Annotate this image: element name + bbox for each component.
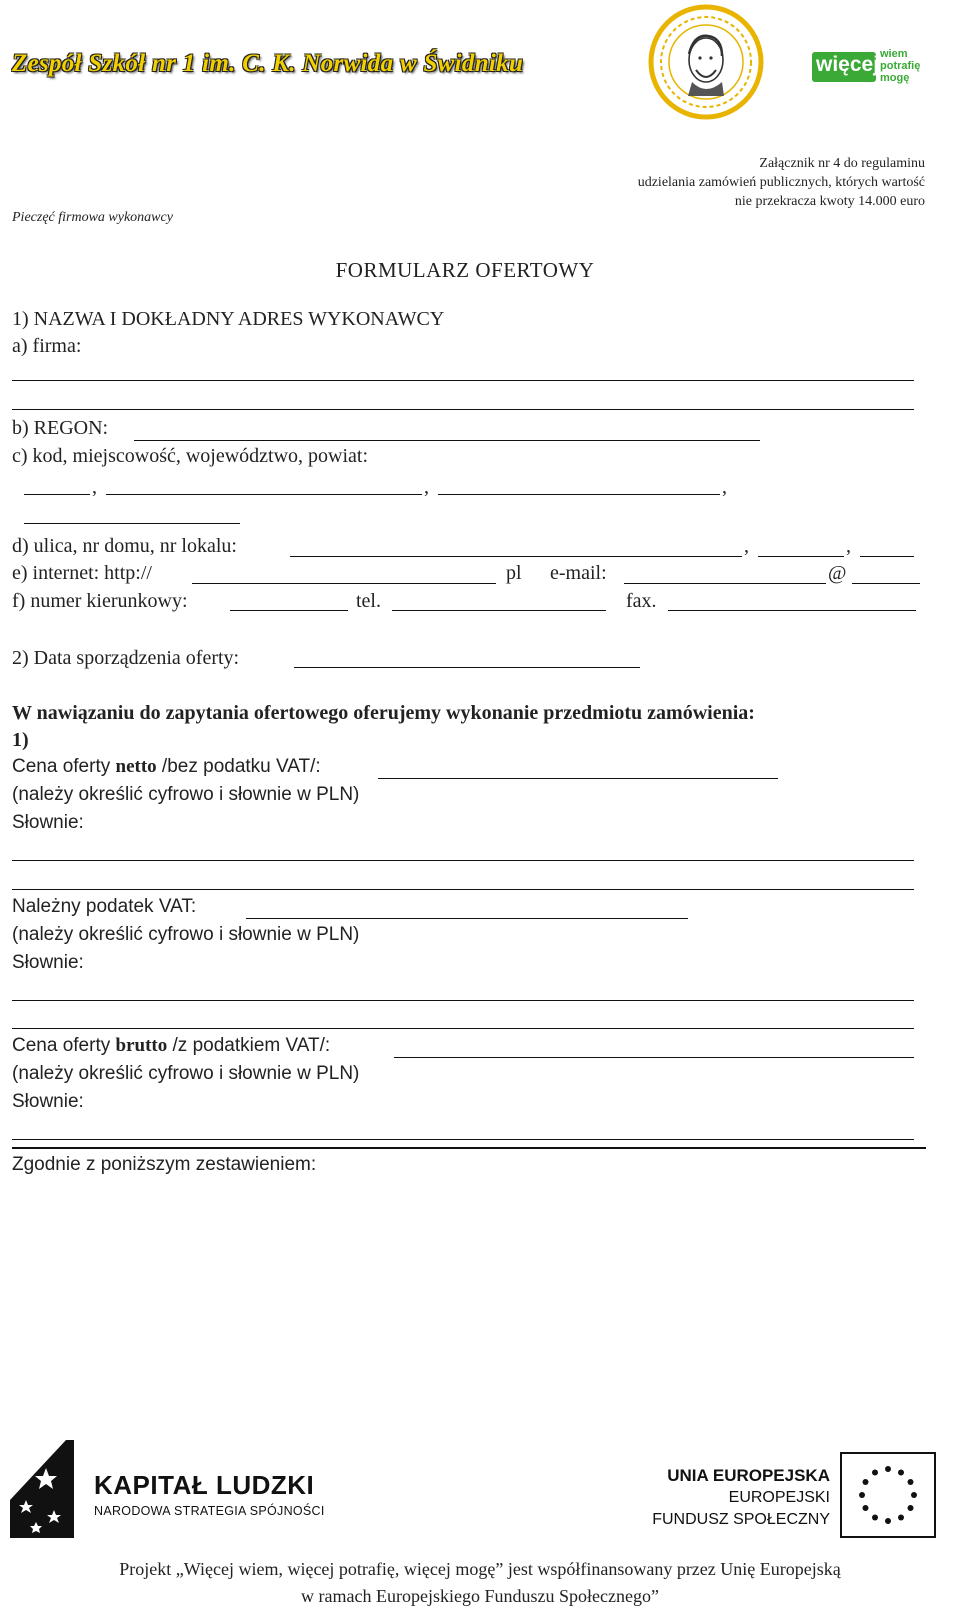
date-label: 2) Data sporządzenia oferty: bbox=[12, 647, 240, 669]
comma-1: , bbox=[92, 476, 97, 498]
pl-label: pl bbox=[506, 562, 522, 584]
form-title: FORMULARZ OFERTOWY bbox=[335, 258, 595, 282]
date-field[interactable] bbox=[294, 667, 640, 668]
ue-line-3: FUNDUSZ SPOŁECZNY bbox=[652, 1511, 830, 1528]
net-price-bold: netto bbox=[115, 756, 157, 777]
firma-label: a) firma: bbox=[12, 335, 82, 357]
offer-item-number: 1) bbox=[12, 729, 29, 751]
city-field[interactable] bbox=[106, 494, 422, 495]
kapital-ludzki-title: KAPITAŁ LUDZKI bbox=[94, 1470, 315, 1500]
voivodeship-field[interactable] bbox=[438, 494, 720, 495]
net-price-field[interactable] bbox=[378, 778, 778, 779]
fax-field[interactable] bbox=[668, 610, 916, 611]
gross-price-suffix: /z podatkiem VAT/: bbox=[167, 1035, 331, 1056]
email-domain-field[interactable] bbox=[852, 583, 920, 584]
address-label: c) kod, miejscowość, województwo, powiat: bbox=[12, 445, 369, 467]
vat-field[interactable] bbox=[246, 918, 688, 919]
company-stamp-label: Pieczęć firmowa wykonawcy bbox=[12, 210, 173, 225]
internet-label: e) internet: http:// bbox=[12, 562, 152, 584]
comma-5: , bbox=[846, 535, 851, 557]
postal-code-field[interactable] bbox=[24, 494, 90, 495]
attachment-line-3: nie przekracza kwoty 14.000 euro bbox=[734, 194, 925, 209]
comma-3: , bbox=[722, 476, 727, 498]
net-price-suffix: /bez podatku VAT/: bbox=[156, 756, 321, 777]
county-field[interactable] bbox=[24, 523, 240, 524]
regon-field[interactable] bbox=[134, 440, 760, 441]
gross-price-hint: (należy określić cyfrowo i słownie w PLN) bbox=[12, 1063, 360, 1084]
attachment-line-1: Załącznik nr 4 do regulaminu bbox=[759, 156, 925, 171]
fax-label: fax. bbox=[626, 590, 657, 612]
gross-price-field[interactable] bbox=[394, 1057, 914, 1058]
at-sign: @ bbox=[828, 562, 847, 584]
school-name: Zespół Szkół nr 1 im. C. K. Norwida w Świdniku bbox=[12, 50, 524, 77]
ue-line-1: UNIA EUROPEJSKA bbox=[667, 1466, 830, 1485]
school-medal-logo bbox=[648, 4, 764, 120]
net-price-label bbox=[12, 756, 321, 778]
street-field[interactable] bbox=[290, 556, 742, 557]
project-funding-note bbox=[0, 1556, 960, 1610]
section1-heading: 1) NAZWA I DOKŁADNY ADRES WYKONAWCY bbox=[12, 308, 445, 330]
vat-words-label: Słownie: bbox=[12, 952, 84, 973]
project-line-1: Projekt „Więcej wiem, więcej potrafię, więcej mogę” jest współfinansowany przez Unię Europejską bbox=[119, 1559, 841, 1579]
gross-price-bold: brutto bbox=[115, 1035, 168, 1056]
ue-line-2: EUROPEJSKI bbox=[728, 1489, 830, 1506]
regon-label: b) REGON: bbox=[12, 417, 109, 439]
net-words-label: Słownie: bbox=[12, 812, 84, 833]
attachment-note bbox=[638, 154, 925, 211]
firma-field-line-2[interactable] bbox=[12, 409, 914, 410]
eu-flag-icon bbox=[840, 1452, 936, 1538]
email-label: e-mail: bbox=[550, 562, 607, 584]
net-words-field-2[interactable] bbox=[12, 889, 914, 890]
net-price-hint: (należy określić cyfrowo i słownie w PLN) bbox=[12, 784, 360, 805]
kapital-ludzki-subtitle: NARODOWA STRATEGIA SPÓJNOŚCI bbox=[94, 1504, 325, 1518]
vat-words-field-2[interactable] bbox=[12, 1028, 914, 1029]
kapital-ludzki-logo-icon bbox=[10, 1440, 74, 1538]
wiecej-logo-sub1: wiem bbox=[880, 48, 908, 60]
gross-words-label: Słownie: bbox=[12, 1091, 84, 1112]
attachment-line-2: udzielania zamówień publicznych, których wartość bbox=[637, 175, 925, 190]
gross-words-field-1[interactable] bbox=[12, 1139, 914, 1140]
tel-label: tel. bbox=[356, 590, 381, 612]
email-user-field[interactable] bbox=[624, 583, 826, 584]
net-price-prefix: Cena oferty bbox=[12, 756, 116, 777]
project-line-2: w ramach Europejskiego Funduszu Społecznego” bbox=[301, 1586, 659, 1606]
section-divider bbox=[12, 1147, 926, 1149]
wiecej-logo bbox=[812, 44, 924, 90]
phone-code-label: f) numer kierunkowy: bbox=[12, 590, 188, 612]
vat-hint: (należy określić cyfrowo i słownie w PLN) bbox=[12, 924, 360, 945]
apartment-number-field[interactable] bbox=[860, 556, 914, 557]
summary-label: Zgodnie z poniższym zestawieniem: bbox=[12, 1154, 317, 1175]
offer-intro: W nawiązaniu do zapytania ofertowego oferujemy wykonanie przedmiotu zamówienia: bbox=[12, 702, 755, 724]
phone-code-field[interactable] bbox=[230, 610, 348, 611]
tel-field[interactable] bbox=[392, 610, 606, 611]
street-label: d) ulica, nr domu, nr lokalu: bbox=[12, 535, 237, 557]
comma-4: , bbox=[744, 535, 749, 557]
wiecej-logo-main: więcej bbox=[816, 53, 880, 76]
wiecej-logo-sub3: mogę bbox=[880, 72, 910, 84]
wiecej-logo-sub2: potrafię bbox=[880, 60, 921, 72]
gross-price-prefix: Cena oferty bbox=[12, 1035, 116, 1056]
vat-label: Należny podatek VAT: bbox=[12, 896, 197, 917]
house-number-field[interactable] bbox=[758, 556, 844, 557]
comma-2: , bbox=[424, 476, 429, 498]
vat-words-field-1[interactable] bbox=[12, 1000, 914, 1001]
net-words-field-1[interactable] bbox=[12, 860, 914, 861]
firma-field-line-1[interactable] bbox=[12, 380, 914, 381]
website-field[interactable] bbox=[192, 583, 496, 584]
gross-price-label bbox=[12, 1035, 330, 1057]
